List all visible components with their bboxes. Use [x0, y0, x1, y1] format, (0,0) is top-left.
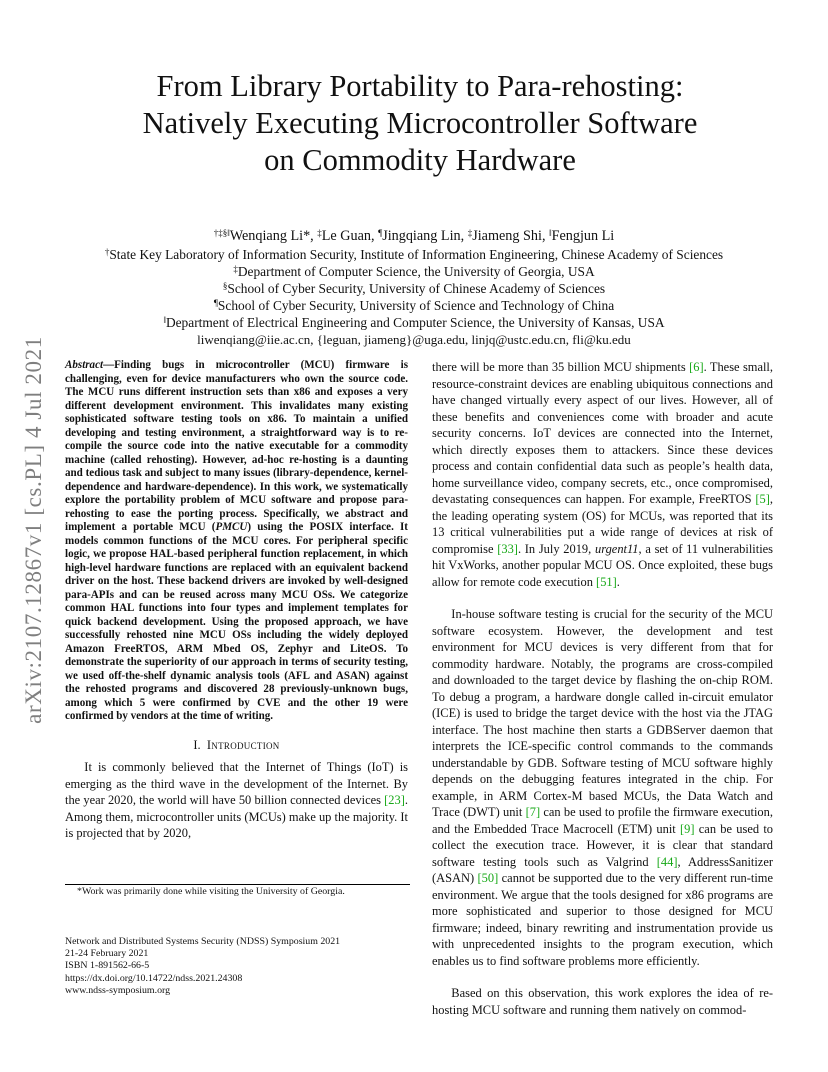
author-name: Fengjun Li — [551, 228, 615, 244]
body-text: . — [616, 574, 620, 589]
abstract-text: —Finding bugs in microcontroller (MCU) firmware is challenging, even for device manufacturers who own the source code. The MCU runs different instruction sets than x86 and exposes a very different development environment. This invalidates many existing sophisticated software testing tools on x86. To maintain a unified developing and testing environment, a straightforward way is to re-compile the source code into the native executable for a commodity machine (called rehosting). However, ad-hoc re-hosting is a daunting and tedious task and subject to many issues (library-dependence, kernel-dependence and hardware-dependence). In this work, we systematically explore the portability problem of MCU software and propose para-rehosting to ease the porting process. Specifically, we abstract and implement a portable MCU ( — [65, 359, 408, 533]
paper-title — [70, 68, 770, 179]
citation-link[interactable]: [33] — [497, 541, 518, 556]
affiliation-text: Department of Electrical Engineering and Computer Science, the University of Kansas, USA — [165, 315, 665, 330]
affiliation — [40, 297, 788, 314]
conference-line: Network and Distributed Systems Security (NDSS) Symposium 2021 — [65, 936, 341, 947]
title-line: on Commodity Hardware — [264, 143, 576, 177]
abstract-pmcu: PMCU — [215, 521, 248, 533]
affiliation-text: School of Cyber Security, University of Science and Technology of China — [217, 298, 615, 313]
author-name: Jiameng Shi, — [472, 228, 550, 244]
citation-link[interactable]: [44] — [656, 854, 678, 869]
body-text: . These small, resource-constraint devices are enabling ubiquitous connections and have changed virtually every aspect of our lives. However, all of these benefits and conveniences come with broader and acute security concerns. IoT devices are connected into the Internet, which directly exposes them to attackers. Since these devices process and contain confidential data such as people’s health data, home surveillance video, company secrets, etc., once compromised, devastating consequences can happen. For example, FreeRTOS — [432, 360, 774, 506]
arxiv-identifier — [14, 300, 54, 760]
conference-line: ISBN 1-891562-66-5 — [65, 960, 150, 972]
body-text: cannot be supported due to the very different run-time environment. We argue that the tools designed for x86 programs are more sophisticated and superior to those designed for MCU firmware; indeed, binary rewriting and instrumentation provide us with unprecedented insights to the program execution, which enables us to find software problems more efficiently. — [432, 871, 773, 968]
author-mark: ‡ — [317, 228, 322, 238]
affiliation-text: State Key Laboratory of Information Security, Institute of Information Engineering, Chinese Academy of Sciences — [109, 247, 724, 262]
author-mark: †‡§‖ — [213, 228, 230, 238]
author-mark: ‡ — [467, 228, 473, 238]
abstract-text-2: ) using the POSIX interface. It models common functions of the MCU cores. For peripheral specific logic, we propose HAL-based peripheral function replacement, in which high-level hardware functions are replaced with an equivalent backend driver on the host. These backend drivers are invoked by well-designed para-APIs and can be reused across many MCU OSs. We categorize common HAL functions into four types and implement templates for quick backend development. Using the proposed approach, we have successfully rehosted nine MCU OSs including the widely deployed Amazon FreeRTOS, ARM Mbed OS, Zephyr and LiteOS. To demonstrate the superiority of our approach in terms of security testing, we used off-the-shelf dynamic analysis tools (AFL and ASAN) against the rehosted programs and discovered 28 previously-unknown bugs, among which 5 were confirmed by CVE and the other 19 were confirmed by vendors at the time of writing. — [65, 521, 408, 722]
section-number: I. — [193, 737, 201, 752]
title-line: From Library Portability to Para-rehosting: — [156, 69, 684, 103]
body-text: In-house software testing is crucial for the security of the MCU software ecosystem. However, the development and test environment for MCU devices is very different from that for commodity hardware. Notably, the programs are cross-compiled and downloaded to the target device by flashing the on-chip ROM. To debug a program, a hardware dongle called in-circuit emulator (ICE) is used to bridge the target device with the host via the JTAG interface. The host machine then starts a GDBServer daemon that interprets the ICE-specific control commands to the commands understandable by GDB. Software testing of MCU software highly depends on the debugging features integrated in the chip. For example, in ARM Cortex-M based MCUs, the Data Watch and Trace (DWT) unit — [432, 607, 773, 819]
citation-link[interactable]: [6] — [689, 360, 704, 374]
abstract — [65, 359, 408, 724]
citation-link[interactable]: [9] — [680, 821, 695, 836]
intro-text: . Among them, microcontroller units (MCUs) make up the majority. It is projected that by 2020, — [65, 793, 408, 840]
body-text: , the leading operating system (OS) for MCUs, was reported that its 13 critical vulnerabilities put a wide range of devices at risk of compromise — [432, 492, 773, 556]
affiliation-mark: § — [222, 281, 228, 291]
body-paragraph — [432, 359, 773, 590]
body-text: , AddressSanitizer (ASAN) — [432, 854, 773, 885]
arxiv-id-text: arXiv:2107.12867v1 [cs.PL] 4 Jul 2021 — [21, 336, 46, 724]
body-paragraph — [432, 606, 773, 969]
affiliation-mark: ‖ — [163, 315, 166, 325]
citation-link[interactable]: [51] — [596, 574, 617, 589]
left-column — [65, 359, 408, 842]
affiliation — [40, 314, 788, 331]
intro-paragraph — [65, 759, 408, 842]
author-mark: ‖ — [549, 228, 552, 238]
section-title: Introduction — [206, 737, 280, 752]
author-name: Le Guan, — [321, 228, 379, 244]
conference-info — [65, 936, 410, 997]
body-text: can be used to collect the execution trace. However, it is clear that standard software testing tools such as Valgrind — [432, 821, 773, 869]
author-name: Wenqiang Li*, — [229, 228, 318, 244]
body-emphasis: urgent11 — [594, 541, 639, 556]
conference-line: 21-24 February 2021 — [65, 948, 149, 960]
affiliation-text: School of Cyber Security, University of Chinese Academy of Sciences — [227, 281, 606, 296]
intro-text: It is commonly believed that the Internet of Things (IoT) is emerging as the third wave in the development of the Internet. By the year 2020, the world will have 50 billion connected devices — [65, 760, 408, 807]
affiliation-text: Department of Computer Science, the University of Georgia, USA — [237, 264, 595, 279]
author-mark: ¶ — [378, 228, 383, 238]
conference-url[interactable]: www.ndss-symposium.org — [65, 984, 171, 996]
title-line: Natively Executing Microcontroller Software — [142, 106, 698, 140]
affiliation — [40, 246, 788, 263]
affiliation — [40, 280, 788, 297]
body-text: , a set of 11 vulnerabilities hit VxWorks, another popular MCU OS. Once exploited, these bugs allow for remote code execution — [432, 541, 774, 589]
conference-doi[interactable]: https://dx.doi.org/10.14722/ndss.2021.24308 — [65, 972, 243, 984]
right-column — [432, 359, 773, 1018]
citation-link[interactable]: [5] — [755, 492, 770, 506]
body-text: can be used to profile the firmware execution, and the Embedded Trace Macrocell (ETM) unit — [432, 805, 773, 836]
author-name: Jingqiang Lin, — [382, 228, 468, 244]
citation-link[interactable]: [50] — [477, 871, 499, 885]
body-text: . In July 2019, — [517, 541, 595, 556]
affiliation-mark: ‡ — [233, 264, 238, 274]
citation-link[interactable]: [23] — [384, 793, 405, 807]
footnote-rule — [65, 884, 410, 885]
author-emails: liwenqiang@iie.ac.cn, {leguan, jiameng}@uga.edu, linjq@ustc.edu.cn, fli@ku.edu — [197, 332, 631, 347]
body-text: there will be more than 35 billion MCU shipments — [432, 360, 690, 374]
author-list — [40, 228, 788, 245]
abstract-lead: Abstract — [65, 359, 104, 371]
footnote: *Work was primarily done while visiting the University of Georgia. — [77, 886, 345, 897]
affiliation-mark: ¶ — [213, 298, 218, 308]
body-paragraph: Based on this observation, this work explores the idea of re-hosting MCU software and running them natively on commod- — [432, 986, 773, 1017]
affiliation — [40, 263, 788, 280]
author-block — [40, 228, 788, 348]
affiliation-mark: † — [104, 247, 110, 257]
section-heading — [65, 737, 408, 754]
citation-link[interactable]: [7] — [525, 805, 541, 819]
